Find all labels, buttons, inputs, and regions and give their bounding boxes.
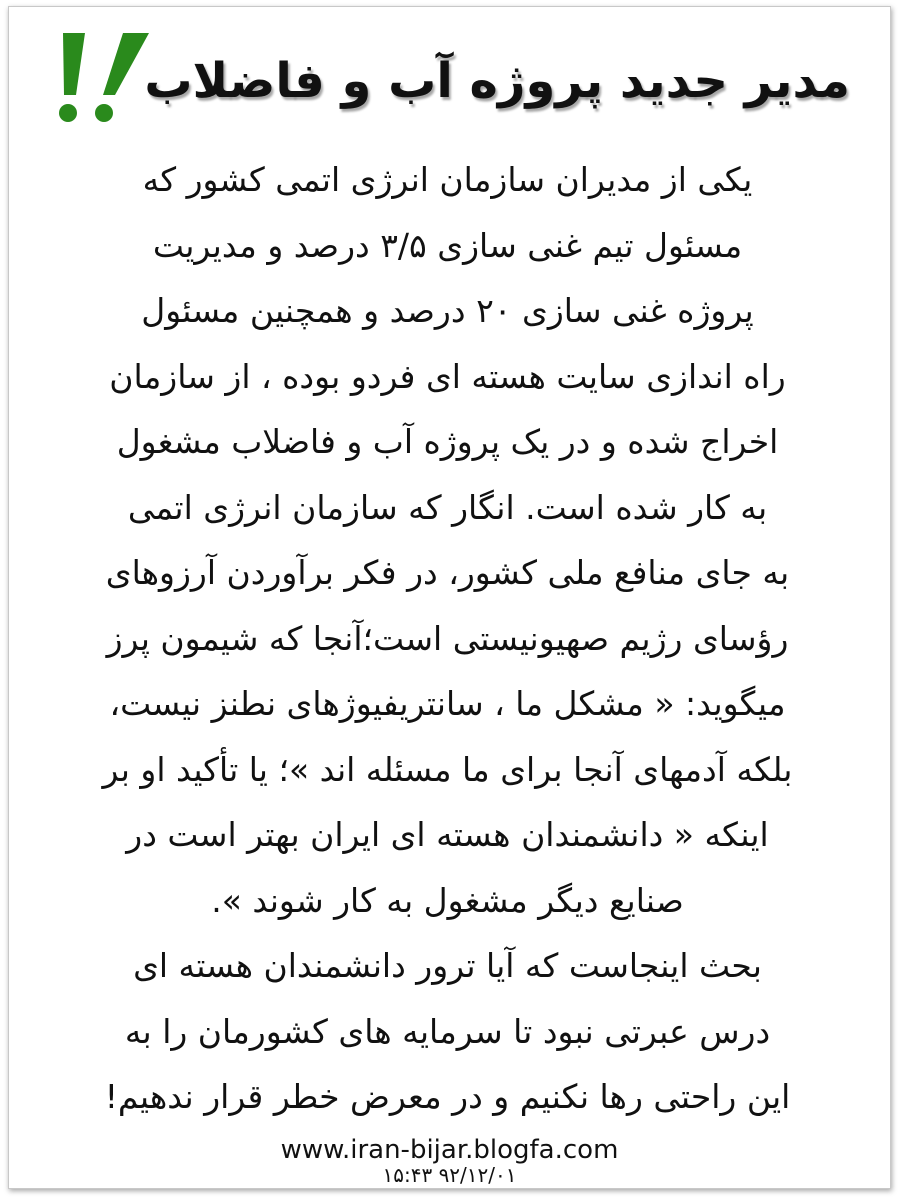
body-line: میگوید: « مشکل ما ، سانتریفیوژهای نطنز نیست، xyxy=(109,684,786,723)
body-line: یکی از مدیران سازمان انرژی اتمی کشور که xyxy=(142,160,753,199)
body-line: اخراج شده و در یک پروژه آب و فاضلاب مشغول xyxy=(116,422,779,461)
body-line: پروژه غنی سازی ۲۰ درصد و همچنین مسئول xyxy=(141,291,754,330)
page-title: مدیر جدید پروژه آب و فاضلاب xyxy=(144,53,850,109)
body-line: درس عبرتی نبود تا سرمایه های کشورمان را به xyxy=(124,1011,771,1051)
body-line: به جای منافع ملی کشور، در فکر برآوردن آرزوهای xyxy=(105,553,790,592)
article-body xyxy=(21,147,874,1130)
body-line: بلکه آدمهای آنجا برای ما مسئله اند »؛ یا تأکید او بر xyxy=(102,749,793,789)
body-line: بحث اینجاست که آیا ترور دانشمندان هسته ای xyxy=(133,946,762,985)
double-exclamation-icon xyxy=(49,25,159,135)
body-line: اینکه « دانشمندان هسته ای ایران بهتر است در xyxy=(126,815,769,854)
footer-url[interactable]: www.iran-bijar.blogfa.com xyxy=(280,1135,619,1165)
body-line: این راحتی رها نکنیم و در معرض خطر قرار ندهیم! xyxy=(104,1077,791,1116)
body-line: به کار شده است. انگار که سازمان انرژی اتمی xyxy=(127,487,768,527)
footer-datetime: ۹۲/۱۲/۰۱ ۱۵:۴۳ xyxy=(382,1163,517,1187)
body-line: راه اندازی سایت هسته ای فردو بوده ، از سازمان xyxy=(109,356,786,396)
body-line: صنایع دیگر مشغول به کار شوند ». xyxy=(211,880,684,920)
body-line: رؤسای رژیم صهیونیستی است؛آنجا که شیمون پرز xyxy=(106,618,789,658)
header xyxy=(39,21,850,131)
page-frame xyxy=(8,6,891,1189)
body-line: مسئول تیم غنی سازی ۳/۵ درصد و مدیریت xyxy=(152,225,743,265)
